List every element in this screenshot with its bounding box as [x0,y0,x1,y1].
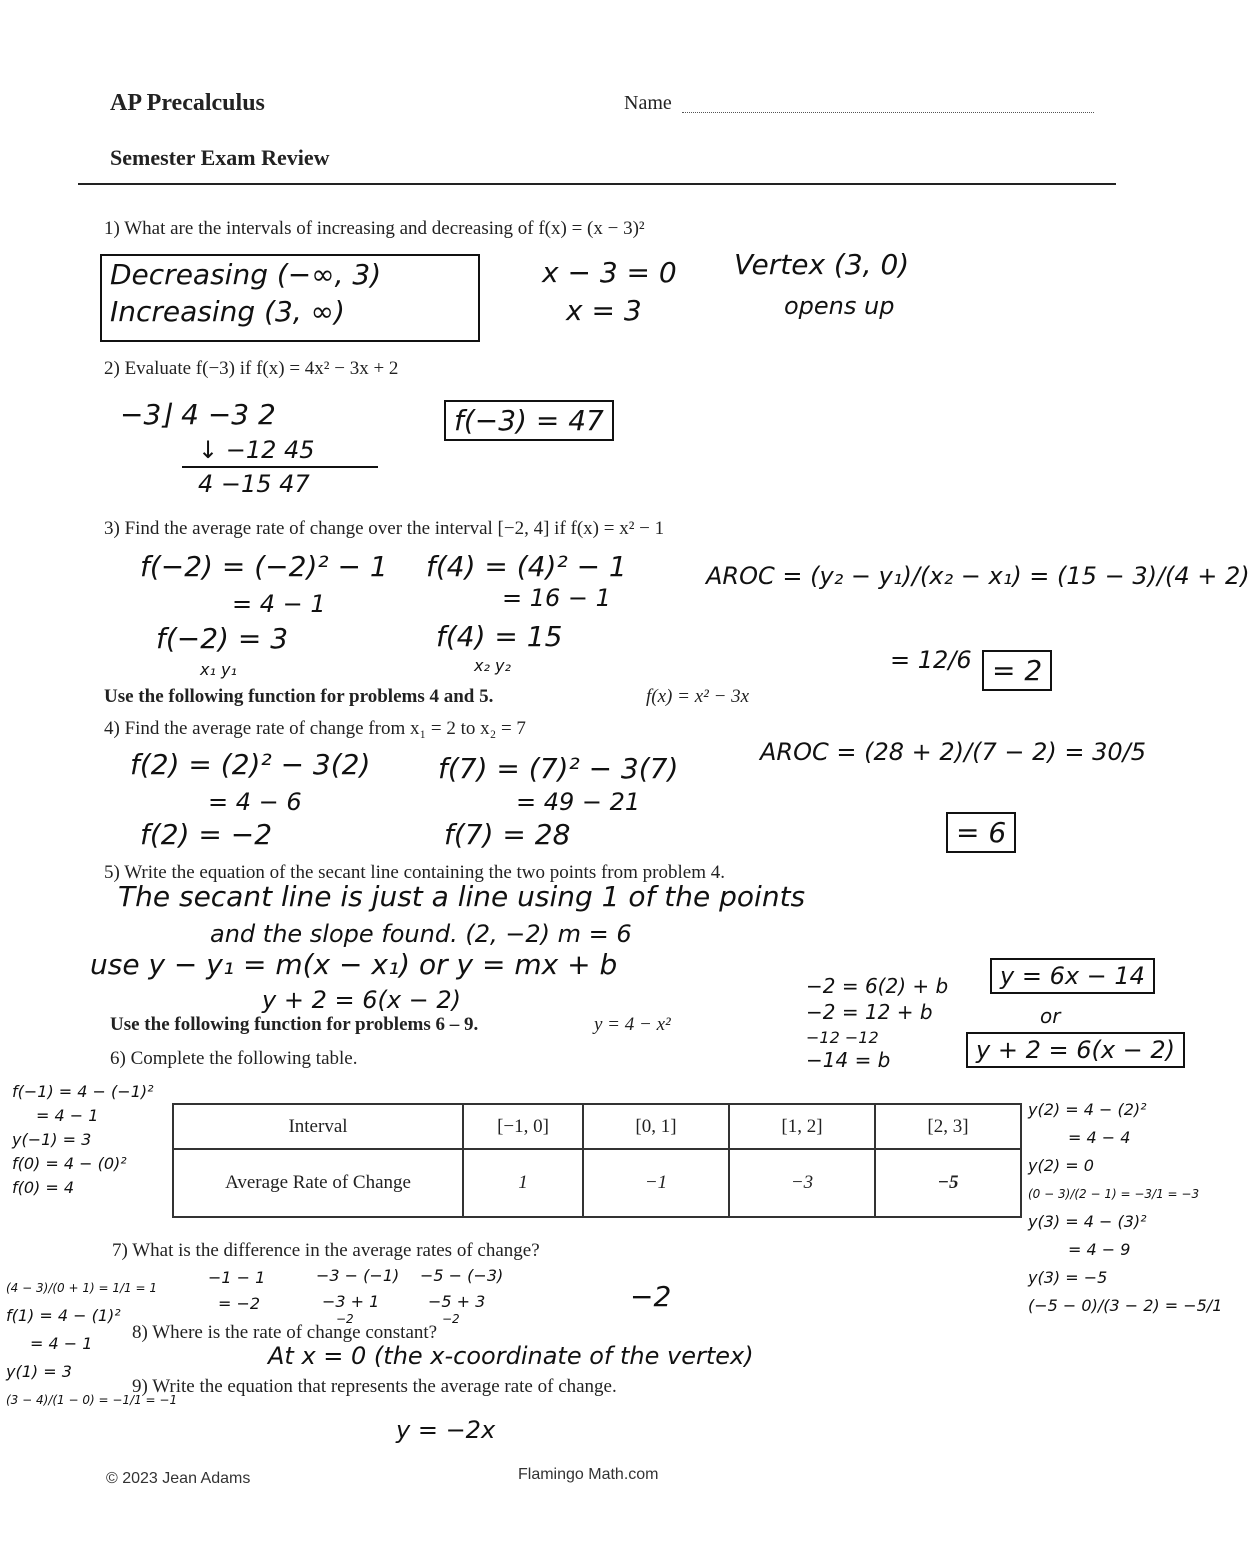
q5-note-2: and the slope found. (2, −2) m = 6 [210,920,632,948]
q3-work-6: f(4) = 15 [436,620,563,653]
table-header-interval: Interval [173,1104,463,1149]
q2-synthetic-row2: ↓ −12 45 [198,436,315,464]
table-cell-rate: −5 [875,1149,1021,1217]
q5-solve-1: −2 = 6(2) + b [806,974,949,998]
q6-right-work-line: (−5 − 0)/(3 − 2) = −5/1 [1028,1296,1223,1315]
q3-work-6-labels: x₂ y₂ [474,656,511,675]
q1-answer-decreasing: Decreasing (−∞, 3) [110,258,382,291]
q4-work-3: f(2) = −2 [140,818,273,851]
q7-left-work-line: = 4 − 1 [30,1334,93,1353]
q4-work-2: = 4 − 6 [208,788,302,816]
q9-prompt: 9) Write the equation that represents the average rate of change. [132,1376,617,1397]
q8-prompt: 8) Where is the rate of change constant? [132,1322,438,1343]
q6-right-work [1028,1096,1222,1320]
table-row-intervals [173,1104,1021,1149]
q5-note-1: The secant line is just a line using 1 of the points [118,880,806,913]
footer-site: Flamingo Math.com [518,1466,659,1483]
q7-work-3: −5 − (−3) [420,1266,504,1285]
q2-synthetic-row3: 4 −15 47 [198,470,310,498]
q6-right-work-line: y(3) = 4 − (3)² [1028,1212,1147,1231]
q5-solve-2: −2 = 12 + b [806,1000,933,1024]
q5-answer-2: y + 2 = 6(x − 2) [966,1032,1185,1068]
q6-left-work-line: f(0) = 4 − (0)² [12,1154,127,1173]
q6-right-work-line: (0 − 3)/(2 − 1) = −3/1 = −3 [1028,1187,1200,1201]
intro-6-9-text: Use the following function for problems 6 – 9. [110,1014,479,1035]
q7-work-2: −3 − (−1) [316,1266,400,1285]
q1-work-1: x − 3 = 0 [542,256,677,289]
table-row-rates [173,1149,1021,1217]
q4-work-4: f(7) = (7)² − 3(7) [438,752,679,785]
q6-prompt: 6) Complete the following table. [110,1048,358,1069]
intro-4-5-text: Use the following function for problems 4 and 5. [104,686,494,707]
q3-work-4: f(4) = (4)² − 1 [426,550,627,583]
table-cell-interval: [2, 3] [875,1104,1021,1149]
q4-aroc: AROC = (28 + 2)/(7 − 2) = 30/5 [760,738,1146,766]
q3-prompt: 3) Find the average rate of change over the interval [−2, 4] if f(x) = x² − 1 [104,518,665,539]
q6-right-work-line: y(3) = −5 [1028,1268,1108,1287]
q7-work-1b: = −2 [218,1294,261,1313]
q7-answer: −2 [630,1280,672,1313]
q7-work-3c: −2 [442,1312,460,1326]
q3-work-2: = 4 − 1 [232,590,326,618]
q7-prompt: 7) What is the difference in the average rates of change? [112,1240,540,1261]
intro-6-9-function: y = 4 − x² [594,1014,671,1035]
q2-prompt: 2) Evaluate f(−3) if f(x) = 4x² − 3x + 2 [104,358,399,379]
q6-left-work-line: f(0) = 4 [12,1178,75,1197]
table-cell-rate: 1 [463,1149,583,1217]
q3-aroc-2: = 12/6 [890,646,972,674]
q6-left-work-line: f(−1) = 4 − (−1)² [12,1082,154,1101]
q4-work-5: = 49 − 21 [516,788,641,816]
q4-work-1: f(2) = (2)² − 3(2) [130,748,371,781]
q5-answer-1: y = 6x − 14 [990,958,1155,994]
q1-answer-box [100,254,480,342]
q5-note-3: use y − y₁ = m(x − x₁) or y = mx + b [90,948,618,981]
course-title: AP Precalculus [110,90,265,116]
q1-prompt: 1) What are the intervals of increasing and decreasing of f(x) = (x − 3)² [104,218,645,239]
footer-copyright: © 2023 Jean Adams [106,1470,251,1487]
table-cell-rate: −3 [729,1149,875,1217]
q5-prompt: 5) Write the equation of the secant line containing the two points from problem 4. [104,862,725,883]
q2-synthetic-row1: −3⌋ 4 −3 2 [120,398,276,431]
q5-solve-4: −14 = b [806,1048,891,1072]
q3-work-3: f(−2) = 3 [156,622,289,655]
table-cell-interval: [1, 2] [729,1104,875,1149]
q9-answer: y = −2x [396,1416,496,1444]
table-cell-rate: −1 [583,1149,729,1217]
name-line [682,112,1094,113]
table-cell-interval: [0, 1] [583,1104,729,1149]
q5-answer-or: or [1040,1004,1061,1028]
q2-answer: f(−3) = 47 [444,400,614,441]
table-header-rate: Average Rate of Change [173,1149,463,1217]
rate-of-change-table [172,1103,1022,1218]
q5-solve-3: −12 −12 [806,1028,879,1047]
q7-left-work-line: (4 − 3)/(0 + 1) = 1/1 = 1 [6,1281,157,1295]
q3-work-5: = 16 − 1 [502,584,611,612]
q7-left-work-line: f(1) = 4 − (1)² [6,1306,121,1325]
q7-work-2c: −2 [336,1312,354,1326]
q6-right-work-line: y(2) = 4 − (2)² [1028,1100,1147,1119]
q6-left-work [12,1080,154,1200]
q6-right-work-line: = 4 − 4 [1068,1128,1131,1147]
q6-left-work-line: y(−1) = 3 [12,1130,92,1149]
q4-prompt: 4) Find the average rate of change from x₁ = 2 to x₂ = 7 [104,718,526,739]
q3-work-1: f(−2) = (−2)² − 1 [140,550,388,583]
q6-right-work-line: y(2) = 0 [1028,1156,1094,1175]
q6-right-work-line: = 4 − 9 [1068,1240,1131,1259]
q4-answer: = 6 [946,812,1016,853]
q2-synthetic-line [182,466,378,468]
q1-opens: opens up [784,292,895,320]
q1-work-2: x = 3 [566,294,642,327]
page-subtitle: Semester Exam Review [110,145,330,170]
q7-work-3b: −5 + 3 [428,1292,486,1311]
q7-left-work-line: y(1) = 3 [6,1362,72,1381]
q7-work-2b: −3 + 1 [322,1292,380,1311]
intro-4-5-function: f(x) = x² − 3x [646,686,750,707]
q6-left-work-line: = 4 − 1 [36,1106,99,1125]
q1-vertex: Vertex (3, 0) [734,248,910,281]
header-divider [78,183,1116,185]
q7-work-1: −1 − 1 [208,1268,266,1287]
q1-answer-increasing: Increasing (3, ∞) [110,295,345,328]
q7-left-work-line: (3 − 4)/(1 − 0) = −1/1 = −1 [6,1393,178,1407]
q4-work-6: f(7) = 28 [444,818,571,851]
q8-answer: At x = 0 (the x-coordinate of the vertex) [268,1342,754,1370]
q3-work-3-labels: x₁ y₁ [200,660,237,679]
q3-answer: = 2 [982,650,1052,691]
q5-note-4: y + 2 = 6(x − 2) [262,986,462,1014]
table-cell-interval: [−1, 0] [463,1104,583,1149]
q3-aroc: AROC = (y₂ − y₁)/(x₂ − x₁) = (15 − 3)/(4 + 2) [706,562,1250,590]
name-label: Name [624,92,672,114]
